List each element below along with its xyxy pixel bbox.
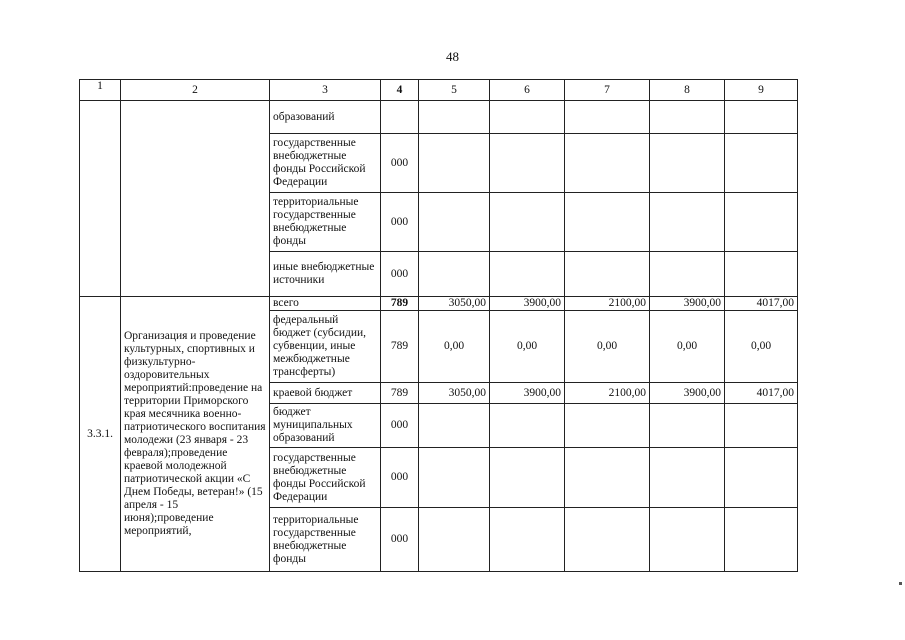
- code-cell: 789: [381, 311, 419, 383]
- header-cell: 1: [80, 80, 121, 101]
- header-cell: 6: [490, 80, 565, 101]
- funding-source-cell: иные внебюджетные источники: [270, 252, 381, 297]
- value-cell: 0,00: [419, 311, 490, 383]
- value-cell: [650, 448, 725, 508]
- value-cell: [725, 193, 798, 252]
- value-cell: 2100,00: [565, 383, 650, 404]
- value-cell: [490, 101, 565, 134]
- code-cell: 000: [381, 252, 419, 297]
- value-cell: [650, 252, 725, 297]
- header-cell: 9: [725, 80, 798, 101]
- code-cell: 000: [381, 508, 419, 572]
- value-cell: [650, 508, 725, 572]
- value-cell: [725, 404, 798, 448]
- value-cell: [725, 252, 798, 297]
- funding-source-cell: бюджет муниципальных образований: [270, 404, 381, 448]
- value-cell: [725, 508, 798, 572]
- funding-source-cell: всего: [270, 297, 381, 311]
- table-row: [80, 297, 798, 311]
- value-cell: [650, 134, 725, 193]
- value-cell: [419, 448, 490, 508]
- funding-source-cell: территориальные государственные внебюджетные фонды: [270, 193, 381, 252]
- value-cell: [565, 101, 650, 134]
- item-description-cell-empty: [121, 101, 270, 297]
- header-cell: 3: [270, 80, 381, 101]
- header-cell: 4: [381, 80, 419, 101]
- table-row: [80, 101, 798, 134]
- header-cell: 7: [565, 80, 650, 101]
- value-cell: [419, 508, 490, 572]
- code-cell: 000: [381, 448, 419, 508]
- funding-source-cell: федеральный бюджет (субсидии, субвенции, иные межбюджетные трансферты): [270, 311, 381, 383]
- value-cell: [650, 101, 725, 134]
- code-cell: 000: [381, 134, 419, 193]
- funding-source-cell: государственные внебюджетные фонды Российской Федерации: [270, 448, 381, 508]
- value-cell: [725, 448, 798, 508]
- value-cell: 3900,00: [650, 383, 725, 404]
- value-cell: 4017,00: [725, 297, 798, 311]
- header-cell: 8: [650, 80, 725, 101]
- funding-source-cell: краевой бюджет: [270, 383, 381, 404]
- item-number-cell-empty: [80, 101, 121, 297]
- value-cell: [650, 404, 725, 448]
- value-cell: [490, 252, 565, 297]
- code-cell: [381, 101, 419, 134]
- value-cell: [565, 404, 650, 448]
- funding-source-cell: территориальные государственные внебюджетные фонды: [270, 508, 381, 572]
- value-cell: [565, 134, 650, 193]
- value-cell: 0,00: [650, 311, 725, 383]
- value-cell: 0,00: [725, 311, 798, 383]
- value-cell: 0,00: [490, 311, 565, 383]
- header-cell: 5: [419, 80, 490, 101]
- value-cell: [490, 134, 565, 193]
- value-cell: [490, 448, 565, 508]
- value-cell: [419, 404, 490, 448]
- item-number-cell: 3.3.1.: [80, 297, 121, 572]
- funding-source-cell: государственные внебюджетные фонды Российской Федерации: [270, 134, 381, 193]
- value-cell: 3900,00: [650, 297, 725, 311]
- value-cell: [419, 252, 490, 297]
- value-cell: [565, 252, 650, 297]
- value-cell: [490, 404, 565, 448]
- value-cell: 3900,00: [490, 383, 565, 404]
- value-cell: [725, 134, 798, 193]
- item-description-cell: Организация и проведение культурных, спортивных и физкультурно-оздоровительных мероприятий:проведение на территории Приморского края месячника военно-патриотического воспитания молодежи (23 января - 23 февраля);проведение краевой молодежной патриотической акции «С Днем Победы, ветеран!» (15 апреля - 15 июня);проведение мероприятий,: [121, 297, 270, 572]
- value-cell: 3050,00: [419, 297, 490, 311]
- value-cell: 0,00: [565, 311, 650, 383]
- value-cell: [650, 193, 725, 252]
- value-cell: 4017,00: [725, 383, 798, 404]
- code-cell: 000: [381, 404, 419, 448]
- header-row: [80, 80, 798, 101]
- scan-dot: [899, 582, 902, 585]
- value-cell: [565, 448, 650, 508]
- value-cell: [419, 101, 490, 134]
- code-cell: 000: [381, 193, 419, 252]
- value-cell: [419, 193, 490, 252]
- header-cell: 2: [121, 80, 270, 101]
- budget-table: [79, 79, 798, 572]
- value-cell: [419, 134, 490, 193]
- page-number: 48: [446, 49, 459, 64]
- code-cell: 789: [381, 297, 419, 311]
- value-cell: 3050,00: [419, 383, 490, 404]
- value-cell: [725, 101, 798, 134]
- funding-source-cell: образований: [270, 101, 381, 134]
- value-cell: [565, 193, 650, 252]
- value-cell: [490, 193, 565, 252]
- value-cell: [565, 508, 650, 572]
- value-cell: [490, 508, 565, 572]
- value-cell: 2100,00: [565, 297, 650, 311]
- code-cell: 789: [381, 383, 419, 404]
- value-cell: 3900,00: [490, 297, 565, 311]
